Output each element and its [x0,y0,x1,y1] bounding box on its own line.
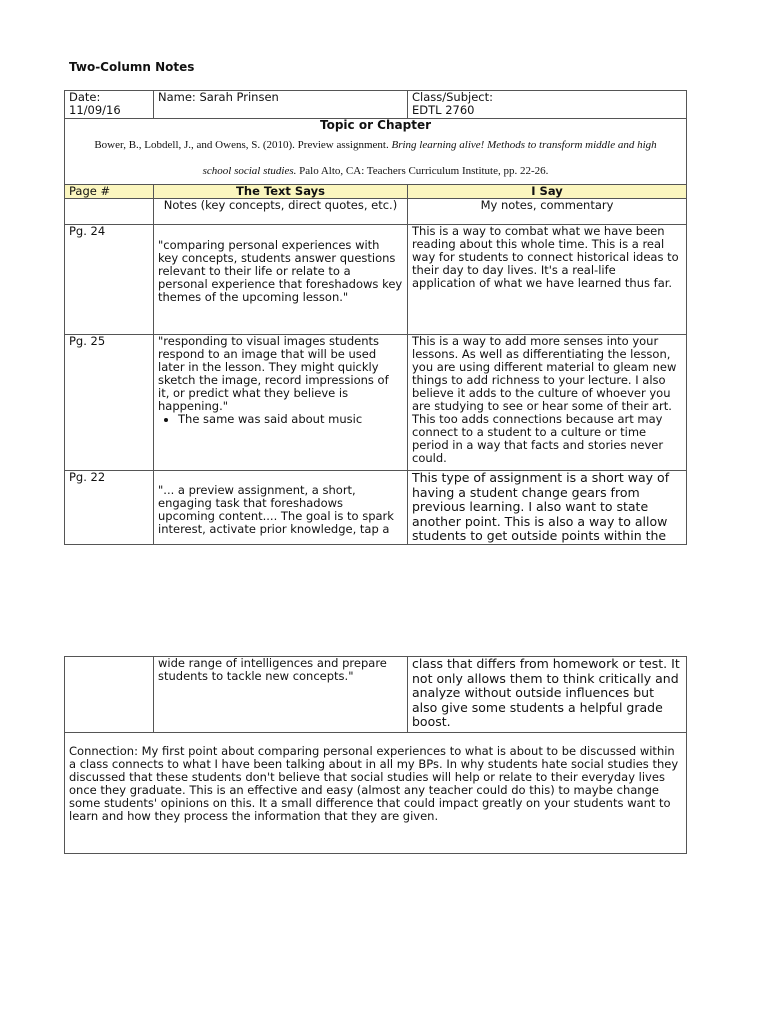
page-number-empty [65,657,154,733]
date-label: Date: [69,90,101,104]
citation-authors: Bower, B., Lobdell, J., and Owens, S. (2010). Preview assignment. [94,139,392,151]
page-number: Pg. 22 [65,471,154,545]
bullet-item: • The same was said about music [178,413,403,426]
page-number: Pg. 24 [65,225,154,335]
connection-cell: Connection: My first point about comparing personal experiences to what is about to be discussed within a class connects to what I have been talking about in all my BPs. In why students hate social studies they discussed that these students don't believe that social studies will help or relate to their everyday lives once they graduate. This is an effective and easy (almost any teacher could do this) to maybe change some students' opinions on this. It a small difference that could impact greatly on your students want to learn and how they process the information that they are given. [65,733,687,854]
table-row [65,657,687,733]
name-cell [154,91,408,119]
topic-cell [65,119,687,185]
citation-book-title: Bring learning alive! Methods to transform middle and high school social studies. [202,139,657,177]
date-value: 11/09/16 [69,103,121,117]
citation-publisher: Palo Alto, CA: Teachers Curriculum Institute, pp. 22-26. [296,165,549,177]
notes-table [64,90,687,545]
text-says-cell [154,225,408,335]
i-say-cell: This is a way to add more senses into your lessons. As well as differentiating the lesson, you are using different material to gleam new things to add richness to your lecture. I also believe it adds to the culture of whoever you are studying to see or hear some of their art. This too adds connections because art may connect to a student to a culture or time period in a way that facts and stories never could. [408,335,687,471]
topic-row [65,119,687,185]
quote-text: "... a preview assignment, a short, engaging task that foreshadows upcoming content.... The goal is to spark interest, activate prior knowledge, tap a [158,483,394,536]
page-column-header: Page # [65,185,154,199]
column-header-row [65,185,687,199]
subheader-row [65,199,687,225]
bullet-list [158,413,403,426]
page-title: Two-Column Notes [69,60,195,74]
page-number: Pg. 25 [65,335,154,471]
i-say-cell: class that differs from homework or test. It not only allows them to think critically and analyze without outside influences but also give some students a helpful grade boost. [408,657,687,733]
date-cell [65,91,154,119]
header-row [65,91,687,119]
class-cell [408,91,687,119]
citation [69,132,682,184]
quote-text: "responding to visual images students respond to an image that will be used later in the lesson. They might quickly sketch the image, record impressions of it, or predict what they believe is happening." [158,334,389,413]
commentary-subheader: My notes, commentary [408,199,687,225]
topic-title: Topic or Chapter [320,118,431,132]
connection-row [65,733,687,854]
subheader-empty [65,199,154,225]
table-row [65,225,687,335]
student-name: Name: Sarah Prinsen [158,90,279,104]
class-value: EDTL 2760 [412,103,475,117]
text-says-cell [154,335,408,471]
table-row [65,335,687,471]
quote-text: "comparing personal experiences with key concepts, students answer questions relevant to their life or relate to a personal experience that foreshadows key themes of the upcoming lesson." [158,238,403,304]
notes-table-continued [64,656,687,854]
i-say-cell: This type of assignment is a short way of having a student change gears from previous learning. I also want to state another point. This is also a way to allow students to get outside points within the [408,471,687,545]
text-says-cell: wide range of intelligences and prepare students to tackle new concepts." [154,657,408,733]
text-says-header: The Text Says [154,185,408,199]
i-say-header: I Say [408,185,687,199]
notes-subheader: Notes (key concepts, direct quotes, etc.) [154,199,408,225]
i-say-cell: This is a way to combat what we have been reading about this whole time. This is a real way for students to connect historical ideas to their day to day lives. It's a real-life application of what we have learned thus far. [408,225,687,335]
table-row [65,471,687,545]
text-says-cell [154,471,408,545]
class-label: Class/Subject: [412,90,493,104]
